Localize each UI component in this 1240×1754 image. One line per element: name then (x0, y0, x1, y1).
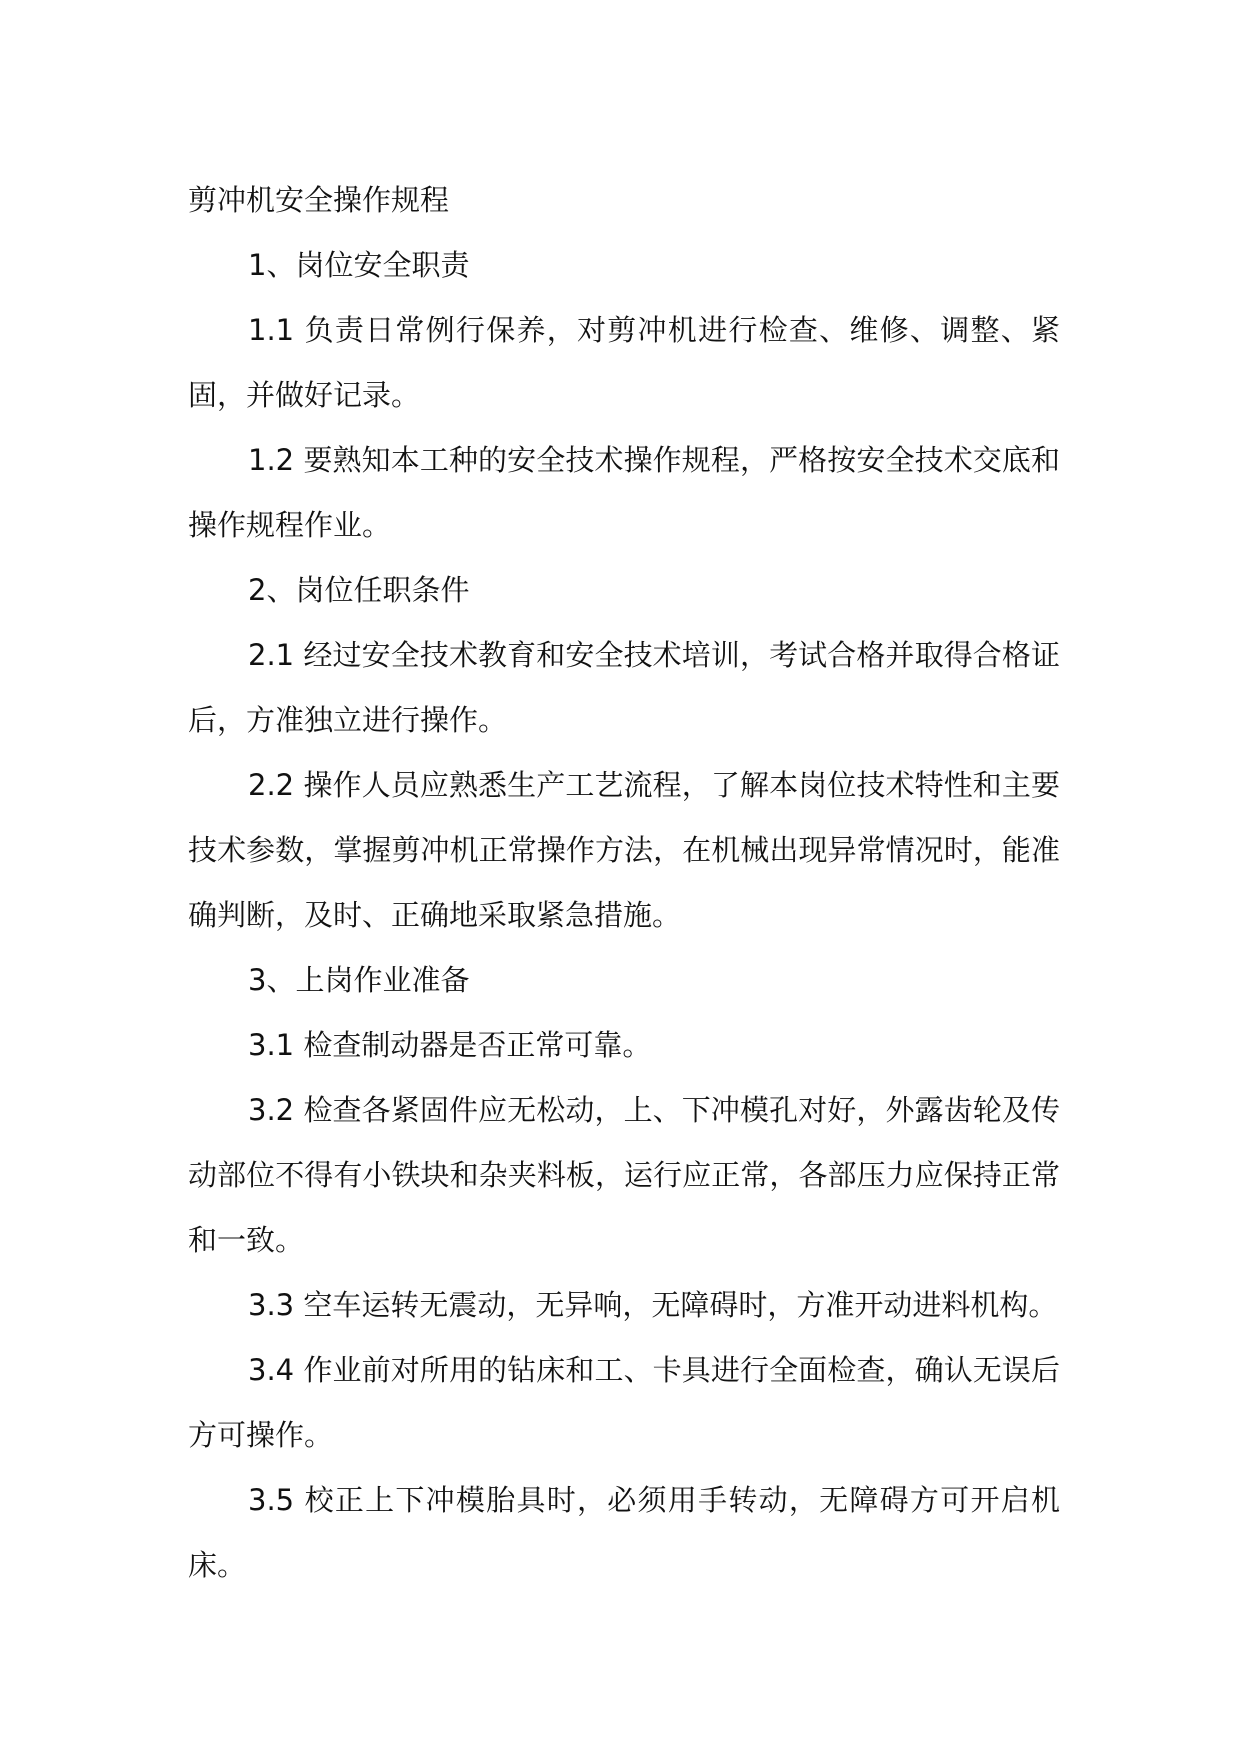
paragraph-3-4: 3.4 作业前对所用的钻床和工、卡具进行全面检查，确认无误后方可操作。 (188, 1353, 1060, 1452)
document-title: 剪冲机安全操作规程 (188, 183, 450, 217)
section-heading-2: 2、岗位任职条件 (248, 573, 470, 607)
paragraph-2-1: 2.1 经过安全技术教育和安全技术培训，考试合格并取得合格证后，方准独立进行操作。 (188, 638, 1060, 737)
paragraph-3-3: 3.3 空车运转无震动，无异响，无障碍时，方准开动进料机构。 (248, 1288, 1058, 1322)
paragraph-3-2: 3.2 检查各紧固件应无松动，上、下冲模孔对好，外露齿轮及传动部位不得有小铁块和杂夹料板，运行应正常，各部压力应保持正常和一致。 (188, 1093, 1060, 1257)
paragraph-1-2: 1.2 要熟知本工种的安全技术操作规程，严格按安全技术交底和操作规程作业。 (188, 443, 1060, 542)
document-body (188, 168, 1060, 1598)
paragraph-2-2: 2.2 操作人员应熟悉生产工艺流程，了解本岗位技术特性和主要技术参数，掌握剪冲机正常操作方法，在机械出现异常情况时，能准确判断，及时、正确地采取紧急措施。 (188, 768, 1060, 932)
section-heading-3: 3、上岗作业准备 (248, 963, 470, 997)
paragraph-1-1: 1.1 负责日常例行保养，对剪冲机进行检查、维修、调整、紧固，并做好记录。 (188, 313, 1060, 412)
paragraph-3-1: 3.1 检查制动器是否正常可靠。 (248, 1028, 652, 1062)
section-heading-1: 1、岗位安全职责 (248, 248, 470, 282)
paragraph-3-5: 3.5 校正上下冲模胎具时，必须用手转动，无障碍方可开启机床。 (188, 1483, 1060, 1582)
